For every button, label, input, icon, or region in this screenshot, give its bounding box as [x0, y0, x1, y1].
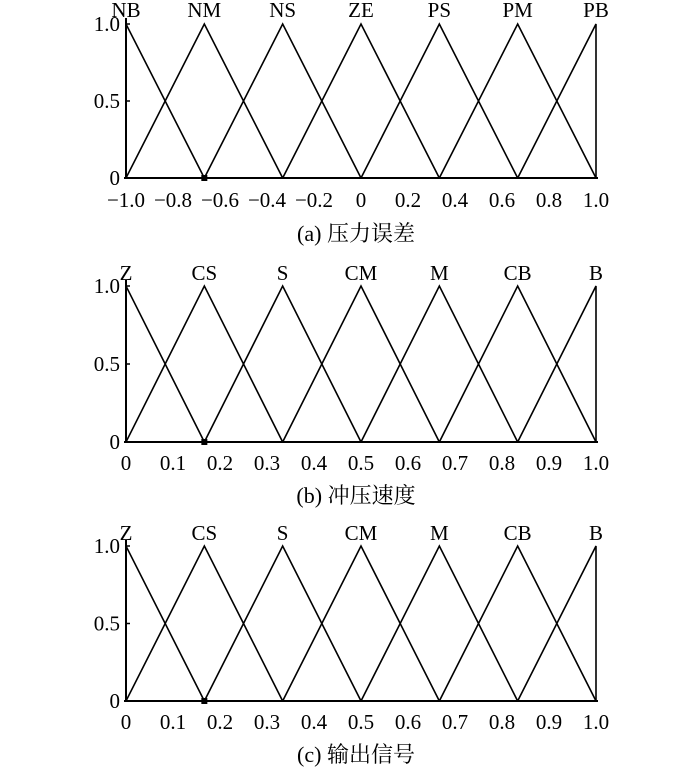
x-tick-label: 0.2	[394, 188, 422, 212]
x-tick-label: 1.0	[582, 188, 610, 212]
x-tick-label: 0.3	[253, 710, 281, 734]
x-tick-label: 0.8	[535, 188, 563, 212]
mf-line-s	[204, 546, 361, 701]
mf-line-ze	[283, 24, 440, 178]
mf-line-cm	[283, 286, 440, 442]
x-tick-label: 0.2	[206, 451, 234, 475]
x-tick-label: −0.8	[153, 188, 193, 212]
mf-line-cs	[126, 286, 283, 442]
mf-label-s: S	[276, 521, 289, 545]
mf-label-nm: NM	[187, 0, 222, 22]
x-tick-label: 0.6	[394, 451, 422, 475]
mf-line-m	[361, 546, 518, 701]
x-tick-label: 0.1	[159, 451, 187, 475]
mf-label-b: B	[588, 521, 604, 545]
y-tick-label: 1.0	[93, 274, 120, 298]
x-tick-label: 0	[355, 188, 367, 212]
x-tick-label: −0.6	[200, 188, 240, 212]
x-tick-label: 0.2	[206, 710, 234, 734]
mf-label-cs: CS	[191, 261, 218, 285]
y-tick-label: 0	[109, 689, 120, 713]
x-tick-label: 0.6	[488, 188, 516, 212]
mf-label-ns: NS	[269, 0, 297, 22]
base-marker	[201, 439, 207, 445]
y-tick-label: 1.0	[93, 534, 120, 558]
x-tick-label: 0.9	[535, 451, 563, 475]
mf-line-ps	[361, 24, 518, 178]
mf-label-b: B	[588, 261, 604, 285]
x-tick-label: 0	[120, 710, 132, 734]
x-tick-label: 0.5	[347, 451, 375, 475]
x-tick-label: 0.8	[488, 710, 516, 734]
x-tick-label: 0.9	[535, 710, 563, 734]
mf-label-ps: PS	[427, 0, 452, 22]
x-tick-label: 0.3	[253, 451, 281, 475]
x-tick-label: 0.1	[159, 710, 187, 734]
x-tick-label: 0.6	[394, 710, 422, 734]
x-tick-label: 0.4	[300, 451, 328, 475]
mf-line-cb	[439, 546, 596, 701]
mf-line-ns	[204, 24, 361, 178]
mf-label-pb: PB	[583, 0, 609, 22]
x-tick-label: −0.2	[294, 188, 334, 212]
mf-line-pm	[439, 24, 596, 178]
x-tick-label: 0.7	[441, 451, 469, 475]
x-tick-label: 0.7	[441, 710, 469, 734]
y-tick-label: 0.5	[93, 611, 120, 636]
y-tick-label: 0	[109, 430, 120, 454]
mf-label-cb: CB	[503, 261, 532, 285]
x-tick-label: 0.4	[300, 710, 328, 734]
y-tick-label: 0.5	[93, 89, 120, 113]
chart-caption: (b) 冲压速度	[296, 483, 416, 508]
y-tick-label: 0.5	[93, 352, 120, 376]
mf-label-cb: CB	[503, 521, 532, 545]
mf-label-ze: ZE	[348, 0, 374, 22]
mf-line-cm	[283, 546, 440, 701]
mf-label-cm: CM	[344, 521, 378, 545]
x-tick-label: 1.0	[582, 710, 610, 734]
mf-label-cm: CM	[344, 261, 378, 285]
mf-label-pm: PM	[502, 0, 533, 22]
mf-line-cs	[126, 546, 283, 701]
chart-caption: (a) 压力误差	[297, 221, 415, 246]
x-tick-label: 0	[120, 451, 132, 475]
chart-caption: (c) 输出信号	[297, 742, 415, 767]
mf-label-nb: NB	[111, 0, 141, 22]
mf-label-z: Z	[119, 261, 133, 285]
x-tick-label: −1.0	[106, 188, 146, 212]
y-tick-label: 0	[109, 166, 120, 190]
x-tick-label: 0.5	[347, 710, 375, 734]
x-tick-label: −0.4	[247, 188, 287, 212]
mf-label-m: M	[430, 261, 449, 285]
mf-label-z: Z	[119, 521, 133, 545]
x-tick-label: 1.0	[582, 451, 610, 475]
mf-label-m: M	[430, 521, 449, 545]
mf-line-m	[361, 286, 518, 442]
mf-line-s	[204, 286, 361, 442]
base-marker	[201, 698, 207, 704]
base-marker	[201, 175, 207, 181]
x-tick-label: 0.8	[488, 451, 516, 475]
mf-label-cs: CS	[191, 521, 218, 545]
mf-line-cb	[439, 286, 596, 442]
mf-line-nm	[126, 24, 283, 178]
mf-label-s: S	[276, 261, 289, 285]
x-tick-label: 0.4	[441, 188, 469, 212]
y-tick-label: 1.0	[93, 12, 120, 36]
